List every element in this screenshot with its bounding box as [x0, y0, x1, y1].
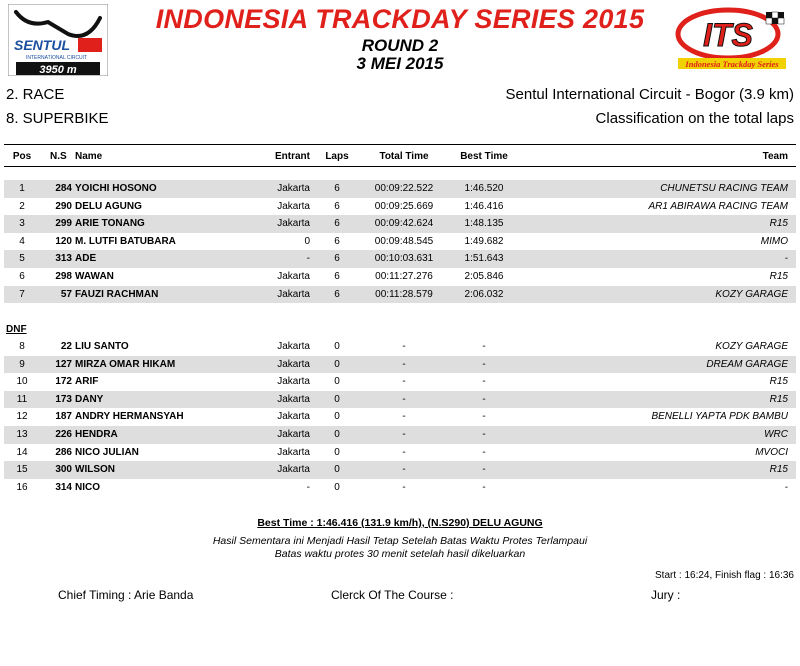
cell-best: -: [482, 358, 486, 370]
table-row: [4, 180, 796, 198]
cell-entrant: Jakarta: [277, 200, 310, 212]
circuit-length: 3950 m: [39, 64, 77, 76]
cell-entrant: Jakarta: [277, 218, 310, 230]
cell-team: BENELLI YAPTA PDK BAMBU: [651, 411, 788, 423]
table-row: [4, 268, 796, 286]
cell-team: DREAM GARAGE: [706, 358, 788, 370]
cell-total: 00:09:25.669: [374, 200, 434, 212]
cell-total: -: [402, 446, 406, 458]
cell-ns: 299: [55, 218, 72, 230]
col-header-total-time: Total Time: [379, 151, 429, 162]
cell-pos: 8: [19, 341, 25, 352]
cell-laps: 0: [334, 429, 340, 440]
round-label: ROUND 2: [361, 36, 439, 55]
cell-pos: 14: [16, 446, 28, 458]
cell-entrant: Jakarta: [277, 341, 310, 352]
cell-name: FAUZI RACHMAN: [75, 288, 159, 300]
cell-team: R15: [769, 376, 788, 388]
cell-laps: 6: [334, 218, 340, 230]
jury: Jury :: [651, 588, 681, 602]
cell-ns: 127: [55, 358, 72, 370]
cell-entrant: Jakarta: [277, 358, 310, 370]
cell-laps: 6: [334, 288, 340, 300]
table-row: [4, 426, 796, 444]
cell-team: -: [784, 481, 788, 493]
cell-best: -: [482, 376, 486, 388]
cell-ns: 300: [55, 464, 72, 476]
table-row: [4, 408, 796, 426]
cell-best: -: [482, 464, 486, 476]
protest-note: Batas waktu protes 30 menit setelah hasil dikeluarkan: [274, 548, 526, 560]
cell-name: LIU SANTO: [75, 341, 129, 352]
table-row: [4, 356, 796, 374]
cell-ns: 284: [55, 183, 72, 194]
cell-name: WAWAN: [75, 271, 114, 282]
table-row: [4, 286, 796, 304]
cell-name: HENDRA: [75, 429, 118, 440]
cell-total: 00:11:28.579: [375, 288, 433, 300]
cell-entrant: Jakarta: [277, 393, 310, 405]
provisional-note: Hasil Sementara ini Menjadi Hasil Tetap Setelah Batas Waktu Protes Terlampaui: [212, 535, 588, 547]
classification-label: Classification on the total laps: [595, 110, 794, 127]
cell-name: WILSON: [75, 464, 115, 476]
cell-team: MVOCI: [755, 446, 788, 458]
cell-entrant: 0: [304, 235, 310, 247]
col-header-laps: Laps: [325, 151, 349, 162]
cell-ns: 226: [55, 429, 72, 440]
circuit-label: Sentul International Circuit - Bogor (3.9 km): [505, 86, 794, 103]
table-row: [4, 198, 796, 216]
cell-laps: 0: [334, 411, 340, 423]
chief-timing: Chief Timing : Arie Banda: [58, 588, 194, 602]
cell-ns: 314: [55, 481, 72, 493]
cell-team: R15: [769, 464, 788, 476]
cell-laps: 0: [334, 446, 340, 458]
table-row: [4, 444, 796, 462]
cell-best: 2:06.032: [464, 288, 504, 300]
cell-best: -: [482, 393, 486, 405]
cell-ns: 120: [55, 235, 72, 247]
table-row: [4, 479, 796, 497]
cell-name: M. LUTFI BATUBARA: [75, 235, 176, 247]
col-header-pos: Pos: [12, 151, 32, 162]
cell-best: -: [482, 429, 486, 440]
cell-best: -: [482, 411, 486, 423]
cell-pos: 5: [19, 253, 25, 265]
cell-name: ADE: [75, 253, 97, 265]
cell-name: NICO JULIAN: [75, 446, 139, 458]
cell-pos: 13: [16, 429, 28, 440]
its-initials: ITS: [703, 17, 753, 53]
cell-best: 1:49.682: [464, 235, 504, 247]
cell-ns: 286: [55, 446, 72, 458]
cell-name: MIRZA OMAR HIKAM: [75, 358, 176, 370]
cell-team: R15: [769, 218, 788, 230]
dnf-heading: DNF: [6, 324, 27, 335]
col-header-entrant: Entrant: [275, 151, 310, 162]
cell-laps: 0: [334, 481, 340, 493]
cell-entrant: Jakarta: [277, 411, 310, 423]
cell-entrant: Jakarta: [277, 288, 310, 300]
cell-laps: 0: [334, 464, 340, 476]
cell-team: KOZY GARAGE: [715, 341, 788, 352]
col-header-ns: N.S: [50, 151, 67, 162]
cell-team: AR1 ABIRAWA RACING TEAM: [648, 200, 788, 212]
event-date: 3 MEI 2015: [356, 54, 444, 73]
its-subtitle: Indonesia Trackday Series: [685, 59, 779, 69]
cell-pos: 9: [19, 358, 25, 370]
cell-pos: 11: [16, 393, 28, 405]
table-row: [4, 233, 796, 251]
cell-total: -: [402, 376, 406, 388]
cell-laps: 6: [334, 200, 340, 212]
cell-ns: 172: [55, 376, 72, 388]
cell-ns: 187: [55, 411, 72, 423]
cell-total: -: [402, 341, 406, 352]
cell-total: -: [402, 481, 406, 493]
cell-team: KOZY GARAGE: [715, 288, 788, 300]
cell-laps: 6: [334, 271, 340, 282]
cell-best: 2:05.846: [464, 271, 504, 282]
col-header-name: Name: [75, 151, 103, 162]
page-title: INDONESIA TRACKDAY SERIES 2015: [155, 4, 645, 34]
cell-name: ANDRY HERMANSYAH: [75, 411, 184, 423]
cell-total: 00:09:42.624: [374, 218, 434, 230]
cell-entrant: Jakarta: [277, 376, 310, 388]
cell-total: 00:09:22.522: [374, 183, 434, 194]
cell-total: -: [402, 464, 406, 476]
cell-team: -: [784, 253, 788, 265]
cell-pos: 4: [19, 235, 25, 247]
cell-entrant: -: [306, 253, 310, 265]
header-rule-bottom: [4, 166, 796, 167]
cell-pos: 16: [16, 481, 28, 493]
cell-entrant: Jakarta: [277, 271, 310, 282]
cell-total: -: [402, 358, 406, 370]
cell-ns: 298: [55, 271, 72, 282]
cell-ns: 173: [55, 393, 72, 405]
start-finish-times: Start : 16:24, Finish flag : 16:36: [655, 570, 794, 581]
table-row: [4, 391, 796, 409]
cell-team: R15: [769, 271, 788, 282]
table-row: [4, 215, 796, 233]
cell-ns: 290: [55, 200, 72, 212]
cell-total: -: [402, 393, 406, 405]
cell-ns: 57: [60, 288, 72, 300]
table-row: [4, 250, 796, 268]
cell-entrant: Jakarta: [277, 183, 310, 194]
cell-entrant: Jakarta: [277, 464, 310, 476]
cell-pos: 6: [19, 271, 25, 282]
cell-entrant: Jakarta: [277, 429, 310, 440]
cell-pos: 15: [16, 464, 28, 476]
col-header-team: Team: [762, 151, 788, 162]
cell-total: 00:09:48.545: [374, 235, 434, 247]
cell-pos: 7: [19, 288, 25, 300]
cell-pos: 10: [16, 376, 28, 388]
cell-name: ARIE TONANG: [75, 218, 145, 230]
table-row: [4, 373, 796, 391]
cell-pos: 2: [19, 200, 25, 212]
cell-laps: 0: [334, 393, 340, 405]
cell-entrant: Jakarta: [277, 446, 310, 458]
sentul-subtitle: INTERNATIONAL CIRCUIT: [26, 55, 88, 61]
cell-best: -: [482, 446, 486, 458]
sentul-brand: SENTUL: [14, 37, 70, 53]
cell-best: 1:46.416: [464, 200, 504, 212]
race-label: 2. RACE: [6, 86, 65, 103]
cell-laps: 0: [334, 358, 340, 370]
cell-total: 00:10:03.631: [374, 253, 434, 265]
cell-best: -: [482, 341, 486, 352]
category-label: 8. SUPERBIKE: [6, 110, 109, 127]
cell-laps: 6: [334, 253, 340, 265]
cell-team: R15: [769, 393, 788, 405]
cell-name: NICO: [75, 481, 100, 493]
cell-team: MIMO: [760, 235, 788, 247]
cell-best: 1:48.135: [464, 218, 504, 230]
cell-total: -: [402, 429, 406, 440]
cell-total: -: [402, 411, 406, 423]
cell-name: DANY: [75, 393, 104, 405]
cell-pos: 3: [19, 218, 25, 230]
cell-name: YOICHI HOSONO: [75, 183, 157, 194]
cell-ns: 313: [55, 253, 72, 265]
cell-best: 1:51.643: [464, 253, 504, 265]
cell-laps: 6: [334, 235, 340, 247]
table-row: [4, 338, 796, 356]
cell-pos: 1: [19, 183, 25, 194]
cell-total: 00:11:27.276: [375, 271, 433, 282]
cell-ns: 22: [60, 341, 72, 352]
cell-laps: 0: [334, 376, 340, 388]
cell-pos: 12: [16, 411, 28, 423]
table-row: [4, 461, 796, 479]
cell-name: DELU AGUNG: [75, 200, 142, 212]
clerk-of-course: Clerck Of The Course :: [331, 588, 454, 602]
cell-team: CHUNETSU RACING TEAM: [660, 183, 788, 194]
cell-laps: 6: [334, 183, 340, 194]
cell-team: WRC: [764, 429, 788, 440]
cell-entrant: -: [306, 481, 310, 493]
cell-best: -: [482, 481, 486, 493]
header-rule-top: [4, 144, 796, 145]
its-logo: [670, 6, 794, 70]
cell-best: 1:46.520: [464, 183, 504, 194]
cell-laps: 0: [334, 341, 340, 352]
cell-name: ARIF: [75, 376, 99, 388]
best-time-summary: Best Time : 1:46.416 (131.9 km/h), (N.S290) DELU AGUNG: [257, 517, 543, 529]
col-header-best-time: Best Time: [460, 151, 508, 162]
